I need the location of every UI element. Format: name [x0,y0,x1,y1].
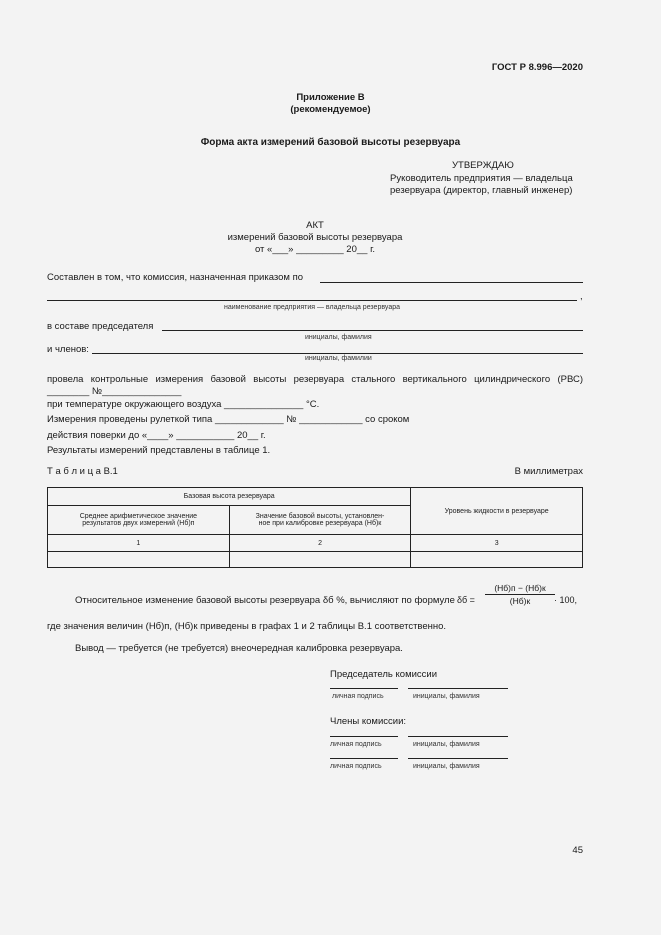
formula-lhs: δб = [457,595,475,605]
temperature-text: при температуре окружающего воздуха _______________ °С. [47,399,320,410]
signature-line [330,688,398,689]
validity-text: действия поверки до «____» ___________ 20__ г. [47,430,266,441]
formula-denominator: (Hб)к [509,596,531,606]
symbol-h-calibrated: (Hб)к [364,520,382,527]
signature-line [330,758,398,759]
members-line [92,353,583,354]
table-cell-empty[interactable] [411,552,583,568]
act-subtitle: измерений базовой высоты резервуара [227,232,403,243]
formula-tail: · 100, [554,595,578,605]
members-signature-title: Члены комиссии: [330,716,407,727]
name-caption: инициалы, фамилия [413,763,480,770]
name-line [408,688,508,689]
formula-fraction [485,583,555,606]
symbol-h-measured: (Hб)п [176,520,195,527]
formula-where: где значения величин (Hб)п, (Hб)к приведены в графах 1 и 2 таблицы В.1 соответственно. [47,621,447,632]
chairman-signature-title: Председатель комиссии [330,669,438,680]
organization-line [47,300,577,301]
approval-line-1: Руководитель предприятия — владельца [390,173,573,184]
table-header-level: Уровень жидкости в резервуаре [411,488,583,535]
sign-caption: личная подпись [332,693,384,700]
order-line [320,282,583,283]
formula-intro: Относительное изменение базовой высоты резервуара δб %, вычисляют по формуле [75,595,455,606]
tape-text: Измерения проведены рулеткой типа _____________ № ____________ со сроком [47,414,410,425]
table-col-number-2: 2 [229,535,411,552]
table-col-number-3: 3 [411,535,583,552]
chairman-label: в составе председателя [47,321,154,332]
standard-number: ГОСТ Р 8.996—2020 [491,62,583,73]
measurement-table [47,487,583,568]
name-caption: инициалы, фамилия [413,741,480,748]
measurement-text: провела контрольные измерения базовой высоты резервуара стального вертикального цилиндрического (РВС) [47,374,583,385]
members-label: и членов: [47,344,89,355]
form-title: Форма акта измерений базовой высоты резервуара [200,137,461,148]
formula-numerator: (Hб)п − (Hб)к [485,583,555,595]
table-cell-empty[interactable] [229,552,411,568]
table-header-calibrated: Значение базовой высоты, установлен- ное при калибровке резервуара (Hб)к [229,506,411,535]
name-line [408,736,508,737]
results-text: Результаты измерений представлены в таблице 1. [47,445,271,456]
organization-caption: наименование предприятия — владельца резервуара [223,304,401,311]
name-caption: инициалы, фамилия [413,693,480,700]
members-caption: инициалы, фамилии [305,355,372,362]
page-number: 45 [572,845,583,856]
sign-caption: личная подпись [330,763,382,770]
sign-caption: личная подпись [330,741,382,748]
measurement-number: ________ №_______________ [47,386,182,397]
table-caption: Т а б л и ц а В.1 [47,466,118,477]
conclusion-text: Вывод — требуется (не требуется) внеочередная калибровка резервуара. [75,643,403,654]
trailing-comma: , [580,291,583,302]
chairman-caption: инициалы, фамилия [305,334,372,341]
chairman-line [162,330,583,331]
compiled-text: Составлен в том, что комиссия, назначенная приказом по [47,272,304,283]
signature-line [330,736,398,737]
table-col-number-1: 1 [48,535,230,552]
table-header-average: Среднее арифметическое значение результатов двух измерений (Hб)п [48,506,230,535]
name-line [408,758,508,759]
appendix-type: (рекомендуемое) [290,104,371,115]
act-title: АКТ [306,220,324,231]
approval-word: УТВЕРЖДАЮ [452,160,514,171]
appendix-title: Приложение В [296,92,365,103]
approval-line-2: резервуара (директор, главный инженер) [390,185,573,196]
table-cell-empty[interactable] [48,552,230,568]
table-units: В миллиметрах [514,466,583,477]
table-group-header: Базовая высота резервуара [48,488,411,506]
act-date: от «___» _________ 20__ г. [254,244,376,255]
